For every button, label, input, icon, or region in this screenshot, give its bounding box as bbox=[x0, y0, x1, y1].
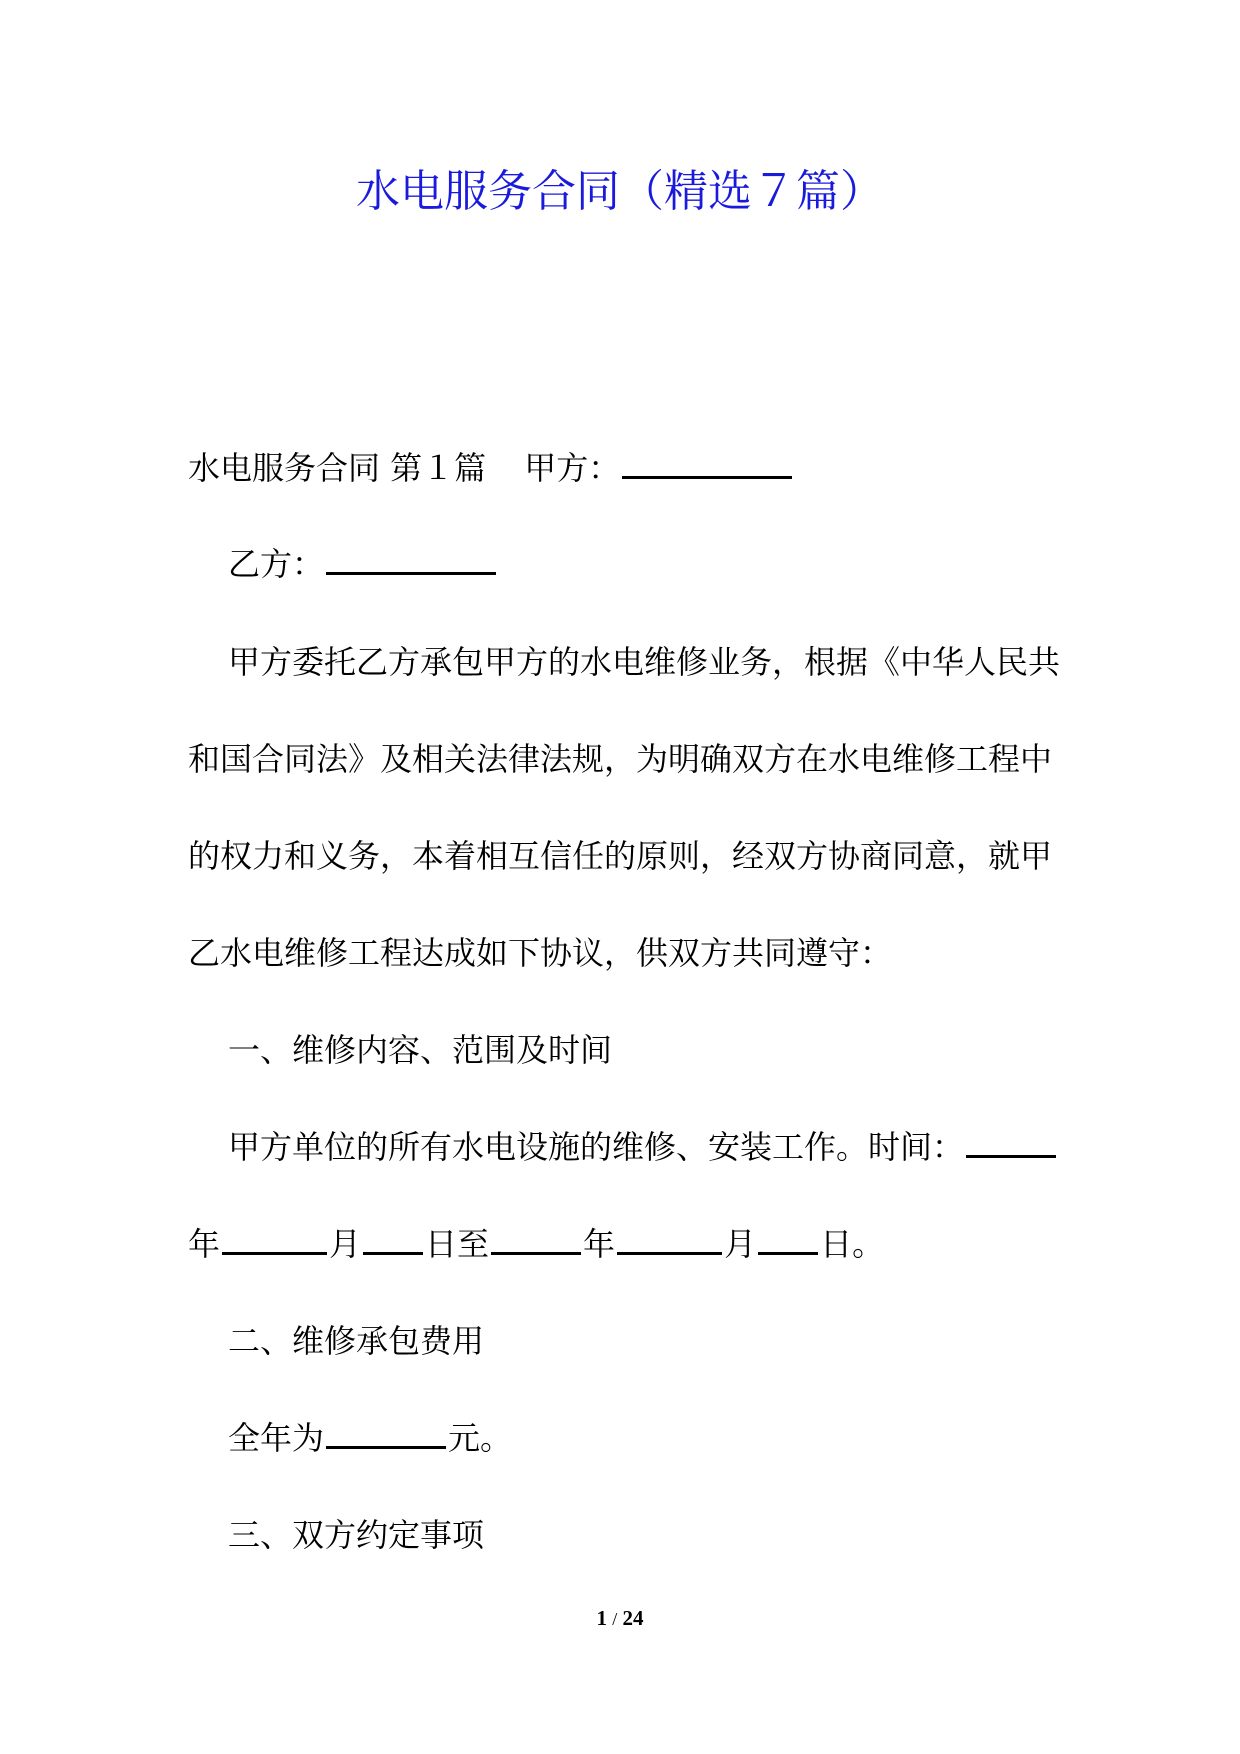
day-blank bbox=[363, 1222, 423, 1255]
party-a-blank bbox=[622, 446, 792, 479]
date-range-line bbox=[188, 1222, 884, 1266]
party-b-label: 乙方： bbox=[228, 545, 325, 583]
page-number: 1 bbox=[596, 1606, 607, 1630]
month-end-blank bbox=[617, 1222, 722, 1255]
fee-suffix: 元。 bbox=[448, 1419, 513, 1457]
heading-line bbox=[188, 446, 794, 490]
fee-prefix: 全年为 bbox=[228, 1419, 325, 1457]
document-title: 水电服务合同（精选７篇） bbox=[356, 166, 884, 217]
month-blank bbox=[222, 1222, 327, 1255]
day-end-blank bbox=[758, 1222, 818, 1255]
party-a-label: 甲方： bbox=[524, 449, 621, 487]
month-label: 月 bbox=[724, 1225, 757, 1263]
section-heading-2: 二、维修承包费用 bbox=[228, 1322, 485, 1360]
year-end-blank bbox=[491, 1222, 581, 1255]
paragraph-line: 和国合同法》及相关法律法规，为明确双方在水电维修工程中 bbox=[188, 740, 1053, 778]
fee-line bbox=[228, 1416, 512, 1460]
fee-blank bbox=[326, 1416, 446, 1449]
month-label: 月 bbox=[329, 1225, 362, 1263]
day-end-label: 日。 bbox=[820, 1225, 885, 1263]
day-to-label: 日至 bbox=[425, 1225, 490, 1263]
section1-text: 甲方单位的所有水电设施的维修、安装工作。时间： bbox=[228, 1128, 965, 1166]
party-b-blank bbox=[326, 542, 496, 575]
total-pages: 24 bbox=[622, 1606, 644, 1630]
time-blank bbox=[966, 1125, 1056, 1158]
section1-text-line bbox=[228, 1125, 1058, 1169]
party-b-line bbox=[228, 542, 498, 586]
paragraph-line: 的权力和义务，本着相互信任的原则，经双方协商同意，就甲 bbox=[188, 837, 1053, 875]
year-label: 年 bbox=[583, 1225, 616, 1263]
section-heading: 水电服务合同 第１篇 bbox=[188, 449, 487, 487]
section-heading-1: 一、维修内容、范围及时间 bbox=[228, 1031, 613, 1069]
paragraph-line: 甲方委托乙方承包甲方的水电维修业务，根据《中华人民共 bbox=[228, 643, 1061, 681]
page-footer bbox=[0, 1606, 1240, 1631]
page-separator: / bbox=[612, 1609, 618, 1629]
year-label: 年 bbox=[188, 1225, 221, 1263]
section-heading-3: 三、双方约定事项 bbox=[228, 1516, 485, 1554]
paragraph-line: 乙水电维修工程达成如下协议，供双方共同遵守： bbox=[188, 934, 893, 972]
